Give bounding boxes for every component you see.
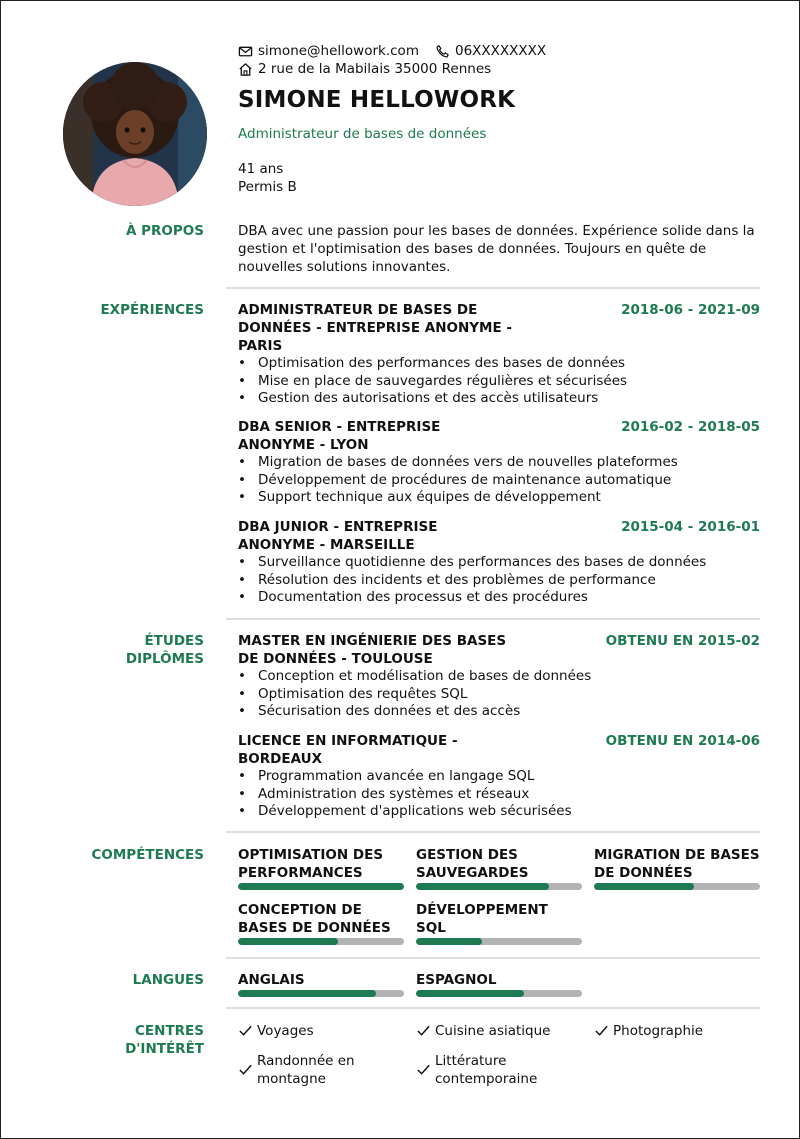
entry-title-line: DONNÉES - ENTREPRISE ANONYME - — [238, 320, 513, 336]
skill-level-bar — [416, 938, 582, 945]
experience-entry — [238, 301, 760, 408]
language-level-fill — [416, 990, 524, 997]
entry-title — [238, 518, 437, 554]
skill-name-line: BASES DE DONNÉES — [238, 920, 391, 936]
skill-name — [238, 846, 404, 882]
section-label-line: DIPLÔMES — [125, 651, 204, 667]
divider — [226, 1007, 760, 1009]
entry-title — [238, 418, 440, 454]
profile-photo — [63, 62, 207, 206]
bullet-item: • Documentation des processus et des procédures — [238, 589, 760, 607]
entry-title-line: LICENCE EN INFORMATIQUE - — [238, 733, 458, 749]
entry-date: 2018-06 - 2021-09 — [621, 302, 760, 318]
bullet-item: • Résolution des incidents et des problèmes de performance — [238, 572, 760, 590]
contact-block — [238, 42, 562, 78]
divider — [226, 831, 760, 833]
entry-bullets — [238, 768, 760, 821]
skill-item — [594, 846, 760, 890]
entry-title — [238, 632, 506, 668]
skill-name-line: DÉVELOPPEMENT SQL — [416, 902, 548, 936]
interest-label-line: montagne — [257, 1071, 326, 1087]
skill-name-line: GESTION DES — [416, 847, 518, 863]
interest-item — [238, 1052, 355, 1088]
entry-title-line: PARIS — [238, 338, 283, 354]
entry-date: 2016-02 - 2018-05 — [621, 419, 760, 435]
phone-item[interactable] — [435, 42, 546, 60]
section-label-about: À PROPOS — [125, 223, 204, 239]
section-label-experience: EXPÉRIENCES — [100, 302, 204, 318]
language-item — [238, 971, 404, 997]
skill-level-bar — [238, 883, 404, 890]
divider — [226, 618, 760, 620]
section-label-languages: LANGUES — [132, 972, 204, 988]
divider — [226, 957, 760, 959]
entry-date: OBTENU EN 2014-06 — [605, 733, 760, 749]
skill-name-line: DE DONNÉES — [594, 865, 693, 881]
section-label-skills: COMPÉTENCES — [91, 847, 204, 863]
entry-bullets — [238, 668, 760, 721]
skill-item — [238, 901, 404, 945]
entry-title-line: MASTER EN INGÉNIERIE DES BASES — [238, 633, 507, 649]
education-entry — [238, 732, 760, 821]
interest-label-line: contemporaine — [435, 1071, 538, 1087]
personal-info — [238, 160, 297, 196]
skill-level-bar — [594, 883, 760, 890]
entry-title-line: DBA JUNIOR - ENTREPRISE — [238, 519, 438, 535]
bullet-item: • Gestion des autorisations et des accès utilisateurs — [238, 390, 760, 408]
entry-bullets — [238, 454, 760, 507]
check-icon — [416, 1023, 431, 1038]
skill-name-line: CONCEPTION DE — [238, 902, 362, 918]
interest-item — [238, 1022, 314, 1040]
bullet-item: • Développement d'applications web sécurisées — [238, 803, 760, 821]
interest-label: Randonnée en — [257, 1053, 355, 1069]
entry-title — [238, 732, 458, 768]
skill-name-line: OPTIMISATION DES — [238, 847, 384, 863]
language-name: ANGLAIS — [238, 972, 305, 988]
skill-name — [594, 846, 760, 882]
skill-level-fill — [594, 883, 694, 890]
language-level-bar — [416, 990, 582, 997]
skill-level-fill — [416, 883, 549, 890]
entry-date: OBTENU EN 2015-02 — [605, 633, 760, 649]
entry-title-line: DE DONNÉES - TOULOUSE — [238, 651, 433, 667]
phone-text: 06XXXXXXXX — [454, 43, 547, 59]
language-item — [416, 971, 582, 997]
skill-level-fill — [238, 938, 338, 945]
education-entry — [238, 632, 760, 721]
interest-item — [416, 1022, 550, 1040]
skill-name — [416, 901, 582, 937]
skill-level-bar — [238, 938, 404, 945]
avatar-illustration — [63, 62, 207, 206]
phone-icon — [435, 44, 450, 59]
age-text: 41 ans — [238, 161, 284, 177]
bullet-item: • Sécurisation des données et des accès — [238, 703, 760, 721]
check-icon — [594, 1023, 609, 1038]
bullet-item: • Surveillance quotidienne des performances des bases de données — [238, 554, 760, 572]
divider — [226, 287, 760, 289]
bullet-item: • Développement de procédures de maintenance automatique — [238, 472, 760, 490]
language-level-bar — [238, 990, 404, 997]
bullet-item: • Migration de bases de données vers de nouvelles plateformes — [238, 454, 760, 472]
entry-title-line: BORDEAUX — [238, 751, 322, 767]
section-label-line: CENTRES — [135, 1023, 204, 1039]
interest-label: Cuisine asiatique — [435, 1023, 551, 1039]
skill-level-fill — [238, 883, 404, 890]
language-name: ESPAGNOL — [416, 972, 497, 988]
skill-level-bar — [416, 883, 582, 890]
bullet-item: • Programmation avancée en langage SQL — [238, 768, 760, 786]
section-label-line: D'INTÉRÊT — [125, 1041, 204, 1057]
skill-name-line: PERFORMANCES — [238, 865, 363, 881]
address-text: 2 rue de la Mabilais 35000 Rennes — [258, 61, 492, 77]
skill-level-fill — [416, 938, 482, 945]
entry-title-line: ADMINISTRATEUR DE BASES DE — [238, 302, 478, 318]
skill-item — [416, 846, 582, 890]
check-icon — [238, 1062, 253, 1077]
bullet-item: • Administration des systèmes et réseaux — [238, 786, 760, 804]
entry-date: 2015-04 - 2016-01 — [621, 519, 760, 535]
section-label-line: ÉTUDES — [144, 633, 204, 649]
envelope-icon — [238, 44, 253, 59]
interest-label: Photographie — [613, 1023, 704, 1039]
full-name: SIMONE HELLOWORK — [238, 87, 516, 113]
interest-label: Littérature — [435, 1053, 507, 1069]
about-text: DBA avec une passion pour les bases de données. Expérience solide dans la gestion et l'optimisation des bases de données. Toujours en quête de nouvelles solutions innovantes. — [238, 223, 755, 275]
interest-item — [594, 1022, 703, 1040]
bullet-item: • Mise en place de sauvegardes régulières et sécurisées — [238, 373, 760, 391]
bullet-item: • Optimisation des requêtes SQL — [238, 686, 760, 704]
email-item[interactable] — [238, 42, 419, 60]
job-title: Administrateur de bases de données — [238, 126, 487, 142]
house-icon — [238, 62, 253, 77]
skill-name — [416, 846, 582, 882]
entry-bullets — [238, 554, 760, 607]
check-icon — [238, 1023, 253, 1038]
skill-item — [416, 901, 582, 945]
experience-entry — [238, 418, 760, 507]
bullet-item: • Conception et modélisation de bases de données — [238, 668, 760, 686]
address-item — [238, 60, 491, 78]
license-text: Permis B — [238, 179, 297, 195]
entry-title-line: ANONYME - LYON — [238, 437, 369, 453]
skill-name-line: MIGRATION DE BASES — [594, 847, 760, 863]
interest-label: Voyages — [257, 1023, 314, 1039]
bullet-item: • Optimisation des performances des bases de données — [238, 355, 760, 373]
language-level-fill — [238, 990, 376, 997]
entry-title-line: ANONYME - MARSEILLE — [238, 537, 415, 553]
entry-title — [238, 301, 512, 355]
interest-item — [416, 1052, 537, 1088]
bullet-item: • Support technique aux équipes de développement — [238, 489, 760, 507]
email-text: simone@hellowork.com — [258, 43, 419, 59]
entry-bullets — [238, 355, 760, 408]
skill-item — [238, 846, 404, 890]
section-label-education — [126, 632, 204, 668]
skill-name — [238, 901, 404, 937]
check-icon — [416, 1062, 431, 1077]
entry-title-line: DBA SENIOR - ENTREPRISE — [238, 419, 441, 435]
section-label-interests — [125, 1022, 204, 1058]
experience-entry — [238, 518, 760, 607]
skill-name-line: SAUVEGARDES — [416, 865, 529, 881]
